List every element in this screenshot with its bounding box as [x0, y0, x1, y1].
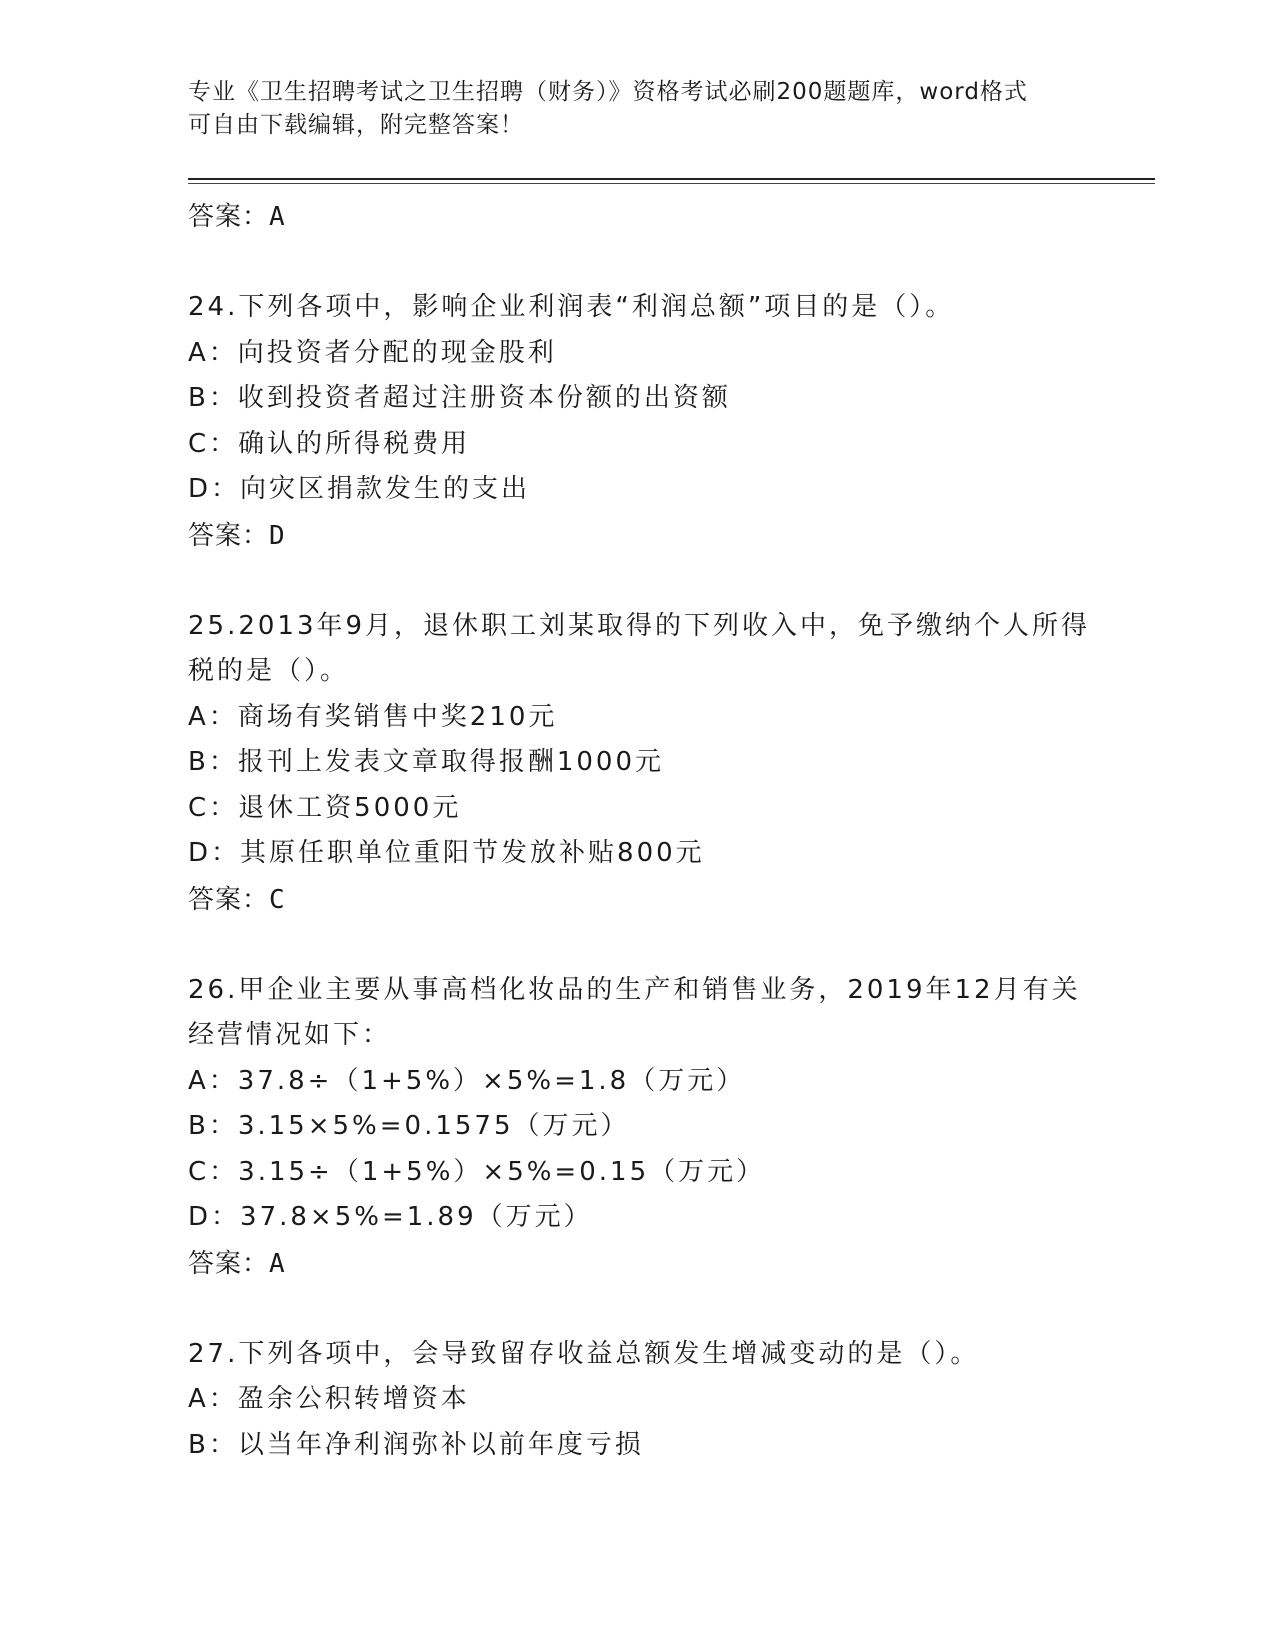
spacer: [188, 559, 1088, 604]
answer-label: 答案：: [188, 884, 270, 915]
question-stem: 26.甲企业主要从事高档化妆品的生产和销售业务，2019年12月有关: [188, 974, 1081, 1005]
option-d: D：其原任职单位重阳节发放补贴800元: [188, 838, 705, 868]
header-divider-thin: [188, 183, 1155, 184]
answer-line: [188, 1241, 1088, 1287]
answer-label: 答案：: [188, 202, 270, 232]
option-b: B：以当年净利润弥补以前年度亏损: [188, 1429, 644, 1460]
option-a: A：向投资者分配的现金股利: [188, 337, 557, 368]
option-a: A：商场有奖销售中奖210元: [188, 701, 558, 732]
header-divider-thick: [188, 178, 1155, 180]
header-line-2: 可自由下载编辑，附完整答案！: [188, 112, 524, 138]
option-a: A：37.8÷（1+5%）×5%=1.8（万元）: [188, 1065, 746, 1096]
option-d: D：37.8×5%=1.89（万元）: [188, 1202, 593, 1232]
question-stem-continued: 经营情况如下：: [188, 1020, 392, 1050]
option-c: C：3.15÷（1+5%）×5%=0.15（万元）: [188, 1156, 766, 1187]
answer-line: [188, 194, 1088, 240]
question-stem: 25.2013年9月，退休职工刘某取得的下列收入中，免予缴纳个人所得: [188, 610, 1091, 641]
question-stem: 27.下列各项中，会导致留存收益总额发生增减变动的是（）。: [188, 1338, 980, 1369]
spacer: [188, 1287, 1088, 1332]
question-stem-continued: 税的是（）。: [188, 656, 350, 686]
option-c: C：退休工资5000元: [188, 792, 462, 823]
option-b: B：报刊上发表文章取得报酬1000元: [188, 747, 665, 777]
option-b: B：3.15×5%=0.1575（万元）: [188, 1111, 630, 1141]
answer-label: 答案：: [188, 1248, 270, 1279]
question-list: [188, 194, 1091, 1468]
option-a: A：盈余公积转增资本: [188, 1384, 470, 1414]
question-stem: 24.下列各项中，影响企业利润表“利润总额”项目的是（）。: [188, 292, 955, 322]
answer-label: 答案：: [188, 520, 270, 551]
spacer: [188, 923, 1088, 968]
option-d: D：向灾区捐款发生的支出: [188, 474, 531, 504]
answer-value: A: [269, 1248, 286, 1279]
spacer: [188, 240, 1088, 285]
option-b: B：收到投资者超过注册资本份额的出资额: [188, 383, 731, 413]
answer-value: C: [269, 884, 286, 915]
header-line-1: 专业《卫生招聘考试之卫生招聘（财务）》资格考试必刷200题题库，word格式: [188, 79, 1028, 105]
answer-line: [188, 513, 1088, 559]
option-c: C：确认的所得税费用: [188, 428, 471, 459]
answer-value: D: [269, 520, 286, 551]
answer-value: A: [269, 202, 286, 232]
page-header: [188, 76, 1088, 142]
answer-line: [188, 877, 1088, 923]
